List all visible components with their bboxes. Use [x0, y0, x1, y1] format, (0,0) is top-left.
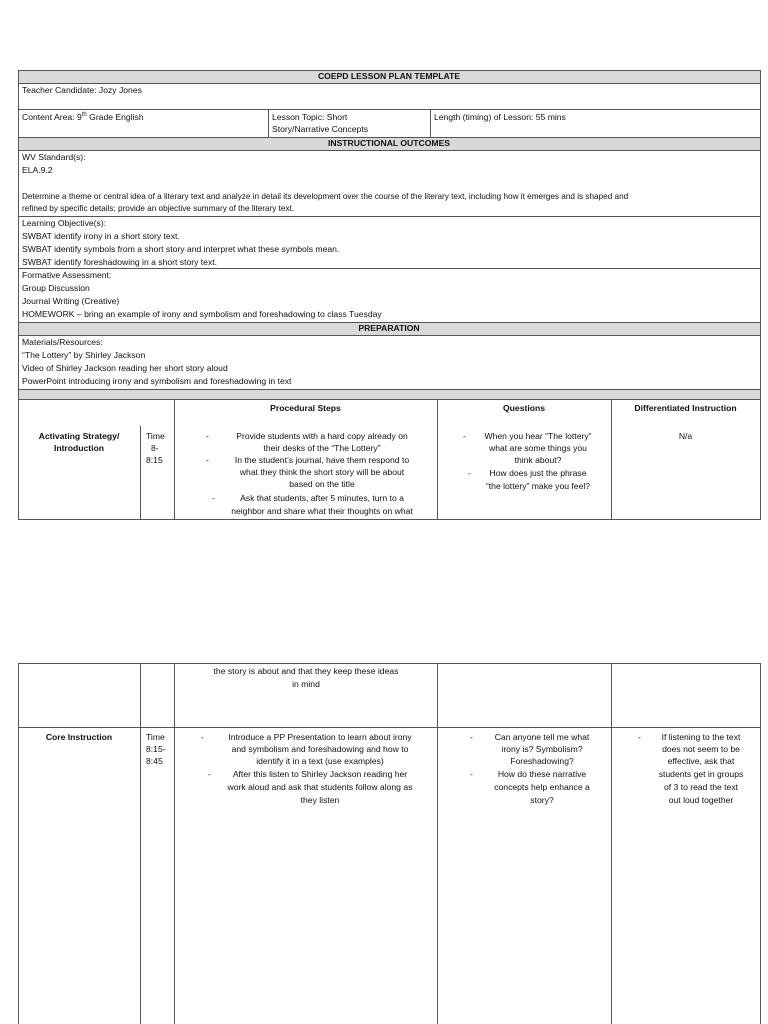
core-time-end: 8:45: [146, 756, 163, 766]
learning-objective-2: SWBAT identify symbols from a short story and interpret what these symbols mean.: [22, 244, 340, 254]
core-step-1-line2: and symbolism and foreshadowing and how to: [231, 744, 409, 754]
activating-step-3-line1: Ask that students, after 5 minutes, turn to a: [240, 493, 404, 503]
core-time-start: 8:15-: [146, 744, 166, 754]
activating-time-end: 8:15: [146, 455, 163, 465]
formative-assessment-1: Group Discussion: [22, 283, 90, 293]
formative-assessment-label: Formative Assessment:: [22, 270, 112, 280]
activating-step-2-line3: based on the title: [289, 479, 355, 489]
core-question-1-line3: Foreshadowing?: [510, 756, 574, 766]
activating-step-2-line2: what they think the short story will be about: [239, 467, 405, 477]
bullet-dash: -: [208, 769, 211, 779]
formative-assessment-2: Journal Writing (Creative): [22, 296, 120, 306]
col-header-questions: Questions: [502, 403, 546, 413]
standard-text-line1: Determine a theme or central idea of a literary text and analyze in detail its development over the course of the literary text, including how it emerges and is shaped and: [22, 192, 629, 201]
bullet-dash: -: [638, 732, 641, 742]
activating-question-2-line2: “the lottery” make you feel?: [485, 481, 591, 491]
activating-strategy-label-line2: Introduction: [53, 443, 105, 453]
core-step-2-line3: they listen: [300, 795, 340, 805]
bullet-dash: -: [470, 769, 473, 779]
spacer-row-shade: [18, 389, 760, 399]
lesson-topic-line1: Lesson Topic: Short: [272, 112, 348, 122]
core-step-1-line1: Introduce a PP Presentation to learn about irony: [228, 732, 412, 742]
material-3: PowerPoint introducing irony and symbolism and foreshadowing in text: [22, 376, 292, 386]
core-step-2-line2: work aloud and ask that students follow along as: [227, 782, 413, 792]
core-differentiated-line1: If listening to the text: [661, 732, 741, 742]
bullet-dash: -: [201, 732, 204, 742]
core-step-2-line1: After this listen to Shirley Jackson reading her: [232, 769, 408, 779]
document-title: COEPD LESSON PLAN TEMPLATE: [317, 71, 461, 81]
learning-objectives-label: Learning Objective(s):: [22, 218, 107, 228]
activating-question-1-line1: When you hear “The lottery”: [484, 431, 592, 441]
core-step-1-line3: identify it in a text (use examples): [256, 756, 384, 766]
core-question-1-line1: Can anyone tell me what: [494, 732, 590, 742]
wv-standard-label: WV Standard(s):: [22, 152, 86, 162]
bullet-dash: -: [212, 493, 215, 503]
bullet-dash: -: [463, 431, 466, 441]
learning-objective-3: SWBAT identify foreshadowing in a short story text.: [22, 257, 218, 267]
core-question-2-line1: How do these narrative: [497, 769, 587, 779]
activating-strategy-label-line1: Activating Strategy/: [38, 431, 120, 441]
bullet-dash: -: [470, 732, 473, 742]
bullet-dash: -: [206, 455, 209, 465]
standard-text-line2: refined by specific details; provide an objective summary of the literary text.: [22, 204, 295, 213]
col-header-procedural-steps: Procedural Steps: [270, 403, 341, 413]
activating-time-start: 8-: [151, 443, 159, 453]
activating-step-1-line1: Provide students with a hard copy already on: [236, 431, 408, 441]
activating-question-1-line2: what are some things you: [489, 443, 587, 453]
bullet-dash: -: [206, 431, 209, 441]
core-differentiated-line6: out loud together: [668, 795, 734, 805]
activating-question-2-line1: How does just the phrase: [489, 468, 587, 478]
lesson-topic-line2: Story/Narrative Concepts: [272, 124, 368, 134]
content-area: Content Area: 9th Grade English: [22, 112, 144, 122]
continued-step-line2: in mind: [292, 679, 320, 689]
homework-note: HOMEWORK – bring an example of irony and symbolism and foreshadowing to class Tuesday: [22, 309, 382, 319]
lesson-length: Length (timing) of Lesson: 55 mins: [434, 112, 566, 122]
bullet-dash: -: [468, 468, 471, 478]
materials-label: Materials/Resources:: [22, 337, 103, 347]
activating-question-1-line3: think about?: [514, 455, 562, 465]
core-differentiated-line3: effective, ask that: [667, 756, 735, 766]
preparation-header: PREPARATION: [358, 323, 420, 333]
core-question-1-line2: irony is? Symbolism?: [501, 744, 583, 754]
core-question-2-line3: story?: [530, 795, 554, 805]
core-differentiated-line4: students get in groups: [658, 769, 744, 779]
instructional-outcomes-header: INSTRUCTIONAL OUTCOMES: [327, 138, 451, 148]
continued-step-line1: the story is about and that they keep these ideas: [213, 666, 399, 676]
col-header-differentiated: Differentiated Instruction: [634, 403, 737, 413]
core-instruction-label: Core Instruction: [45, 732, 113, 742]
learning-objective-1: SWBAT identify irony in a short story text.: [22, 231, 180, 241]
wv-standard-code: ELA.9.2: [22, 165, 53, 175]
material-1: “The Lottery” by Shirley Jackson: [22, 350, 146, 360]
core-differentiated-line5: of 3 to read the text: [663, 782, 739, 792]
activating-time-label: Time: [146, 431, 165, 441]
activating-differentiated: N/a: [678, 431, 693, 441]
material-2: Video of Shirley Jackson reading her short story aloud: [22, 363, 228, 373]
core-differentiated-line2: does not seem to be: [662, 744, 740, 754]
core-question-2-line2: concepts help enhance a: [494, 782, 590, 792]
activating-step-3-line2: neighbor and share what their thoughts on what: [231, 506, 413, 516]
activating-step-1-line2: their desks of the “The Lottery”: [263, 443, 381, 453]
teacher-candidate: Teacher Candidate: Jozy Jones: [22, 85, 142, 95]
activating-step-2-line1: In the student’s journal, have them respond to: [234, 455, 410, 465]
core-time-label: Time: [146, 732, 165, 742]
